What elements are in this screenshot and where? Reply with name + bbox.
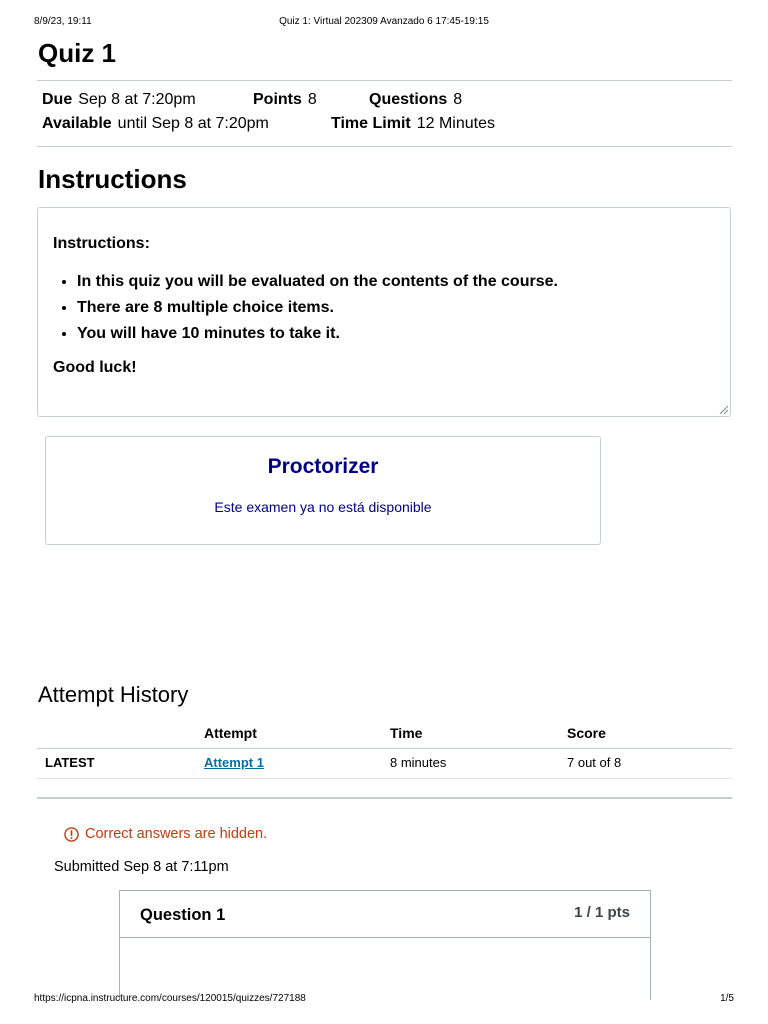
print-page-title: Quiz 1: Virtual 202309 Avanzado 6 17:45-19:15 (279, 16, 489, 27)
attempt-time: 8 minutes (390, 755, 447, 770)
answers-hidden-notice (64, 826, 267, 842)
column-header-time: Time (390, 725, 423, 741)
list-item: • In this quiz you will be evaluated on the contents of the course. (77, 269, 558, 295)
time-limit-value: 12 Minutes (416, 115, 495, 132)
question-card (119, 890, 651, 1000)
list-item: • You will have 10 minutes to take it. (77, 321, 558, 347)
proctorizer-panel (45, 436, 601, 545)
points-label: Points (253, 91, 302, 108)
column-header-score: Score (567, 725, 606, 741)
due-detail (42, 91, 196, 109)
question-header (120, 891, 650, 938)
question-title: Question 1 (140, 906, 226, 924)
question-points: 1 / 1 pts (574, 904, 630, 921)
table-divider (37, 778, 732, 779)
print-page-number: 1/5 (720, 993, 734, 1004)
warning-icon (64, 827, 79, 842)
instructions-box[interactable] (37, 207, 731, 417)
attempt-link[interactable]: Attempt 1 (204, 755, 264, 770)
available-label: Available (42, 115, 112, 132)
instructions-label: Instructions: (53, 235, 150, 252)
notice-text: Correct answers are hidden. (85, 826, 268, 842)
instructions-list (53, 269, 558, 347)
questions-value: 8 (453, 91, 463, 108)
print-url: https://icpna.instructure.com/courses/120015/quizzes/727188 (34, 993, 306, 1004)
instructions-heading: Instructions (38, 164, 187, 194)
list-item: • There are 8 multiple choice items. (77, 295, 558, 321)
due-value: Sep 8 at 7:20pm (78, 91, 196, 108)
table-divider (37, 748, 732, 749)
page-title: Quiz 1 (38, 38, 117, 68)
resize-handle-icon[interactable] (718, 404, 728, 414)
available-value: until Sep 8 at 7:20pm (117, 115, 269, 132)
divider (37, 80, 732, 81)
proctorizer-message: Este examen ya no está disponible (214, 499, 432, 515)
attempt-history-heading: Attempt History (38, 682, 189, 707)
time-limit-detail (331, 115, 495, 133)
print-datetime: 8/9/23, 19:11 (34, 16, 92, 27)
divider (37, 146, 732, 147)
points-detail (253, 91, 317, 109)
submitted-time: Submitted Sep 8 at 7:11pm (54, 859, 229, 875)
attempt-score: 7 out of 8 (567, 755, 622, 770)
questions-detail (369, 91, 462, 109)
questions-label: Questions (369, 91, 448, 108)
time-limit-label: Time Limit (331, 115, 411, 132)
proctorizer-title: Proctorizer (267, 455, 379, 478)
available-detail (42, 115, 269, 133)
divider (37, 797, 732, 799)
points-value: 8 (307, 91, 317, 108)
due-label: Due (42, 91, 73, 108)
instructions-closing: Good luck! (53, 359, 137, 376)
latest-label: LATEST (45, 755, 95, 770)
column-header-attempt: Attempt (204, 725, 257, 741)
